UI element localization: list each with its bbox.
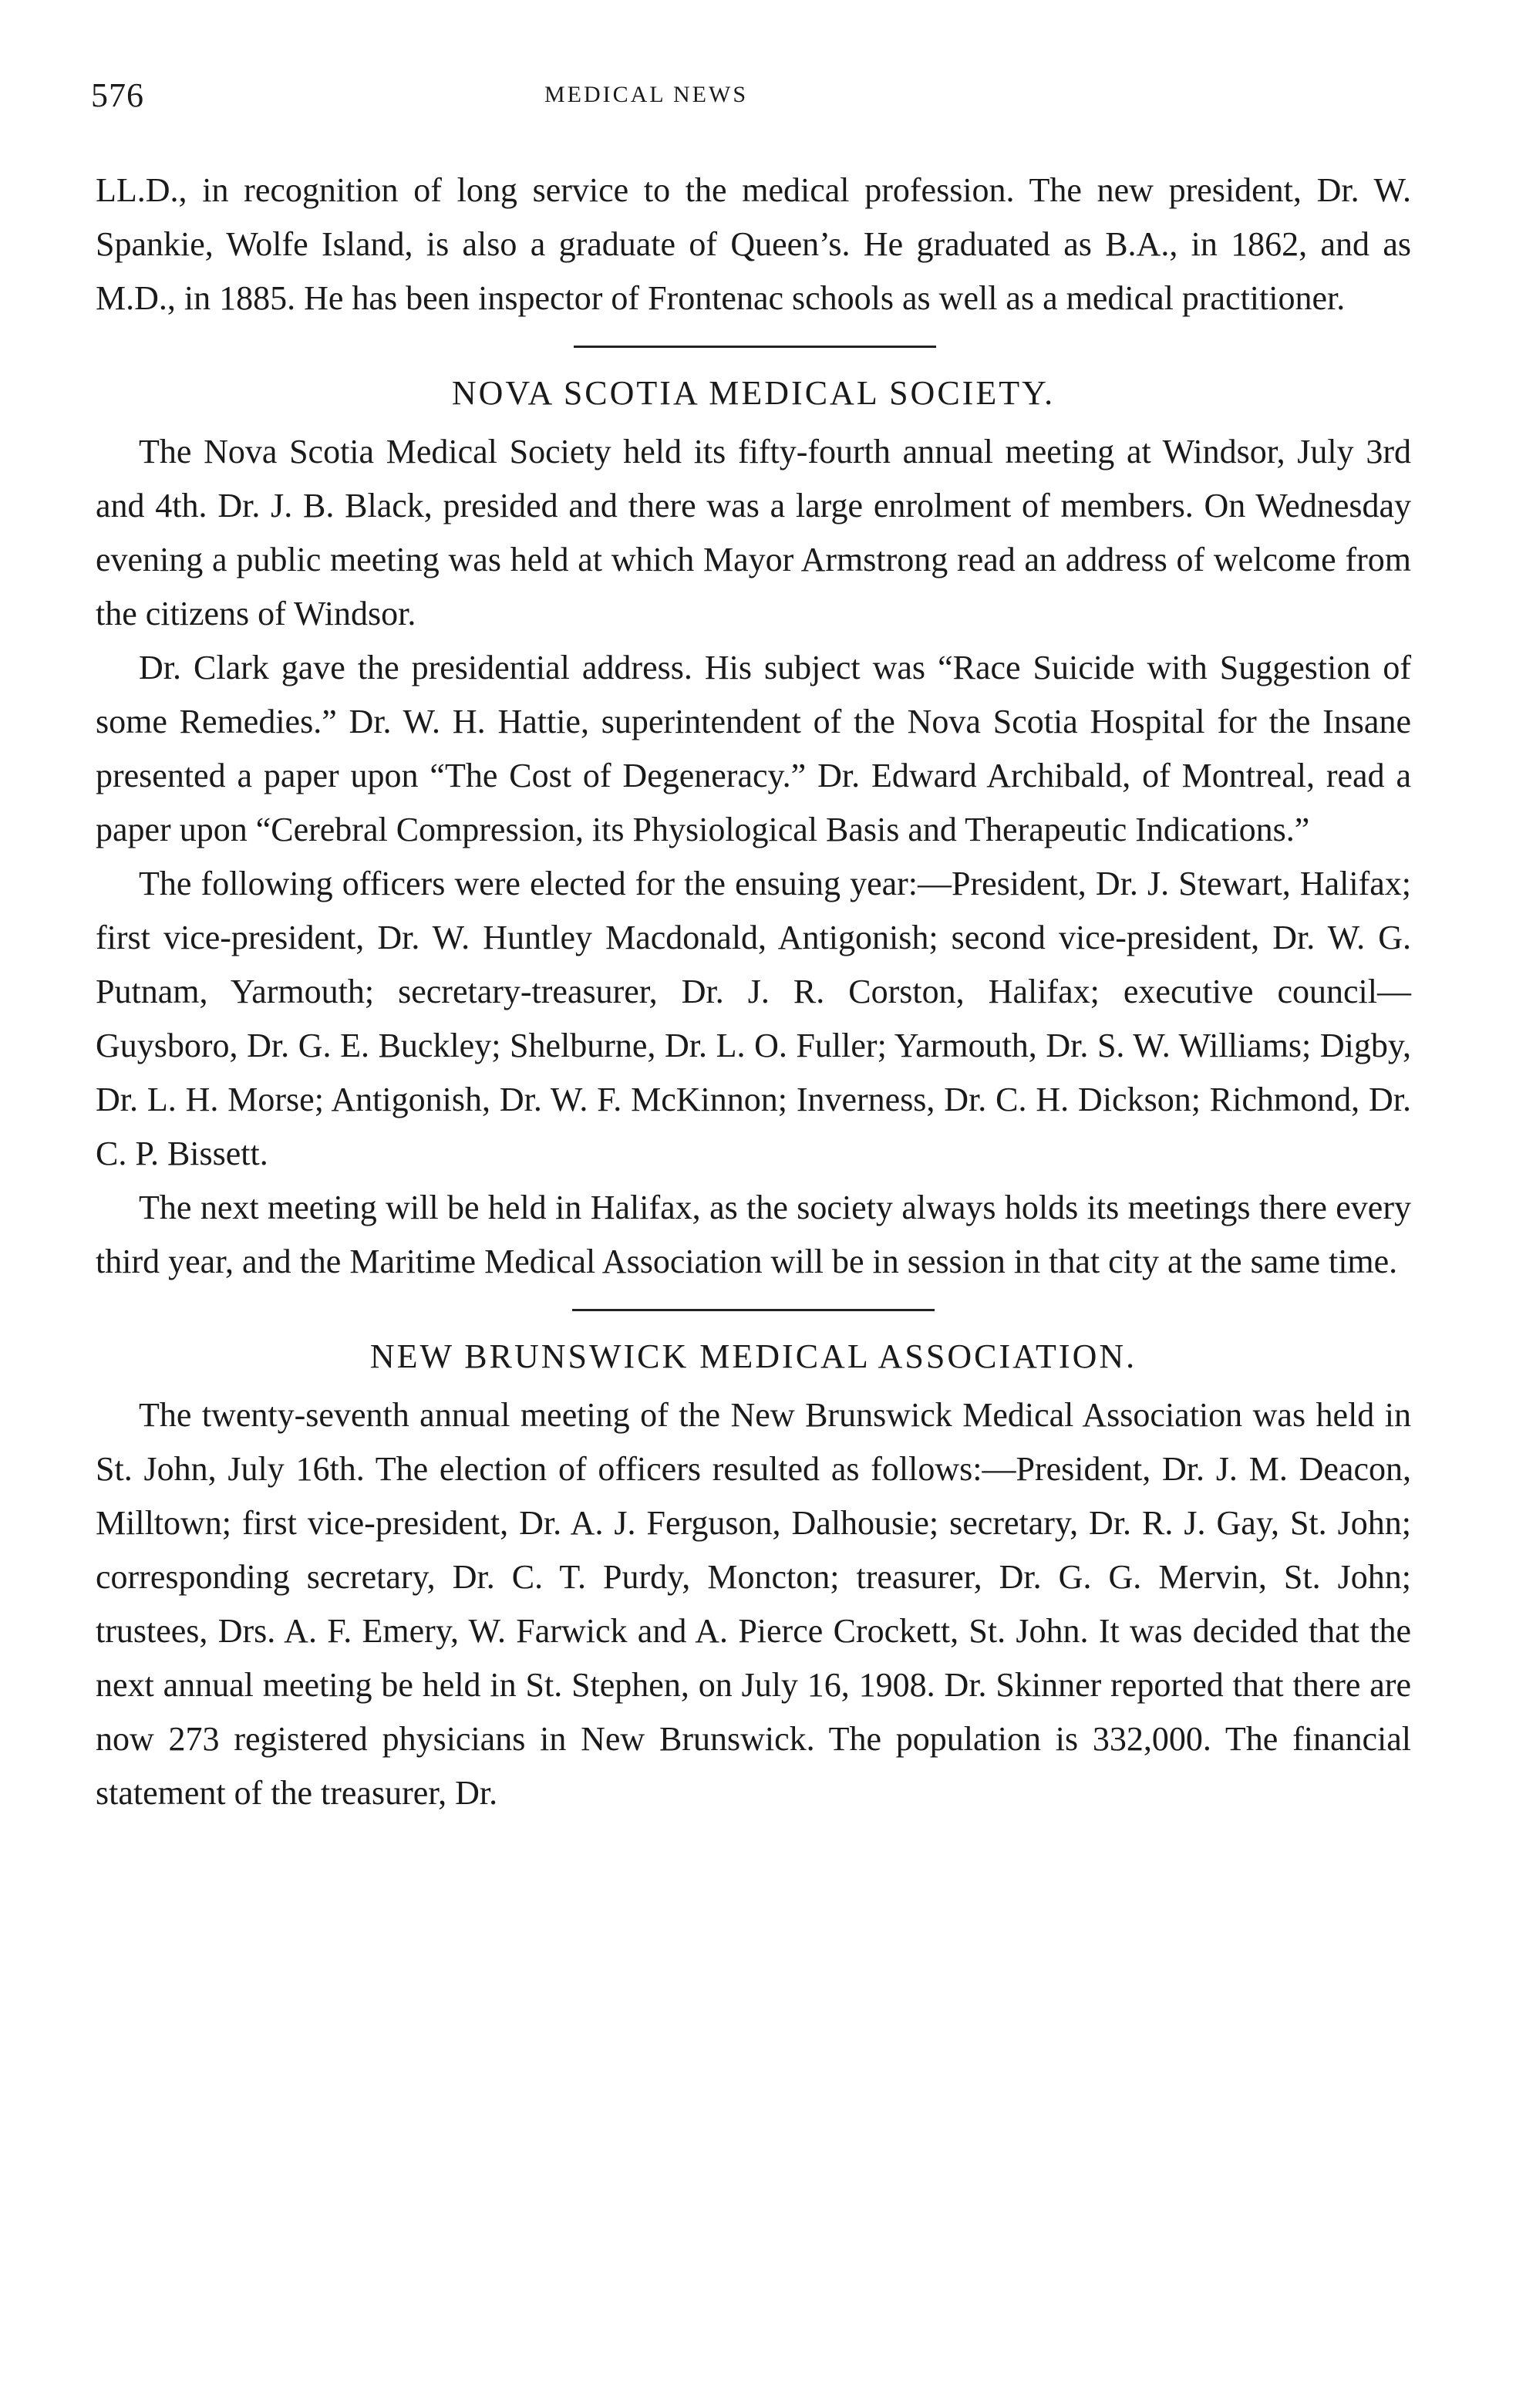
section-heading-new-brunswick: NEW BRUNSWICK MEDICAL ASSOCIATION. — [369, 1337, 1137, 1375]
paragraph: The following officers were elected for the ensuing year:—President, Dr. J. Stewart, Halifax; first vice-president, Dr. W. Huntley Macdonald, Antigonish; second vice-president, Dr. W. G. Putnam, Yarmouth; secretary-treasurer, Dr. J. R. Corston, Halifax; executive council—Guysboro, Dr. G. E. Buckley; Shelburne, Dr. L. O. Fuller; Yarmouth, Dr. S. W. Williams; Digby, Dr. L. H. Morse; Antigonish, Dr. W. F. McKinnon; Inverness, Dr. C. H. Dickson; Richmond, Dr. C. P. Bissett. — [96, 865, 1411, 1172]
article-body — [96, 164, 1411, 1820]
section-divider — [574, 346, 936, 348]
continued-paragraph: LL.D., in recognition of long service to the medical profession. The new president, Dr. W. Spankie, Wolfe Island, is also a graduate of Queen’s. He graduated as B.A., in 1862, and as M.D., in 1885. He has been inspector of Frontenac schools as well as a medical practitioner. — [96, 171, 1411, 317]
section-heading-nova-scotia: NOVA SCOTIA MEDICAL SOCIETY. — [451, 374, 1056, 412]
running-head — [91, 76, 1417, 130]
paragraph: The next meeting will be held in Halifax, as the society always holds its meetings there every third year, and the Maritime Medical Association will be in session in that city at the same time. — [96, 1189, 1411, 1280]
section-divider — [572, 1309, 935, 1311]
journal-title: MEDICAL NEWS — [544, 82, 749, 107]
page-number: 576 — [91, 76, 144, 114]
paragraph: The twenty-seventh annual meeting of the New Brunswick Medical Association was held in St. John, July 16th. The election of officers resulted as follows:—President, Dr. J. M. Deacon, Milltown; first vice-president, Dr. A. J. Ferguson, Dalhousie; secretary, Dr. R. J. Gay, St. John; corresponding secretary, Dr. C. T. Purdy, Moncton; treasurer, Dr. G. G. Mervin, St. John; trustees, Drs. A. F. Emery, W. Farwick and A. Pierce Crockett, St. John. It was decided that the next annual meeting be held in St. Stephen, on July 16, 1908. Dr. Skinner reported that there are now 273 registered physicians in New Brunswick. The population is 332,000. The financial statement of the treasurer, Dr. — [96, 1396, 1411, 1812]
paragraph: Dr. Clark gave the presidential address. His subject was “Race Suicide with Suggestion of some Remedies.” Dr. W. H. Hattie, superintendent of the Nova Scotia Hospital for the Insane presented a paper upon “The Cost of Degeneracy.” Dr. Edward Archibald, of Montreal, read a paper upon “Cerebral Compression, its Physiological Basis and Therapeutic Indications.” — [96, 649, 1411, 848]
paragraph: The Nova Scotia Medical Society held its fifty-fourth annual meeting at Windsor, July 3rd and 4th. Dr. J. B. Black, presided and there was a large enrolment of members. On Wednesday evening a public meeting was held at which Mayor Armstrong read an address of welcome from the citizens of Windsor. — [96, 433, 1411, 632]
